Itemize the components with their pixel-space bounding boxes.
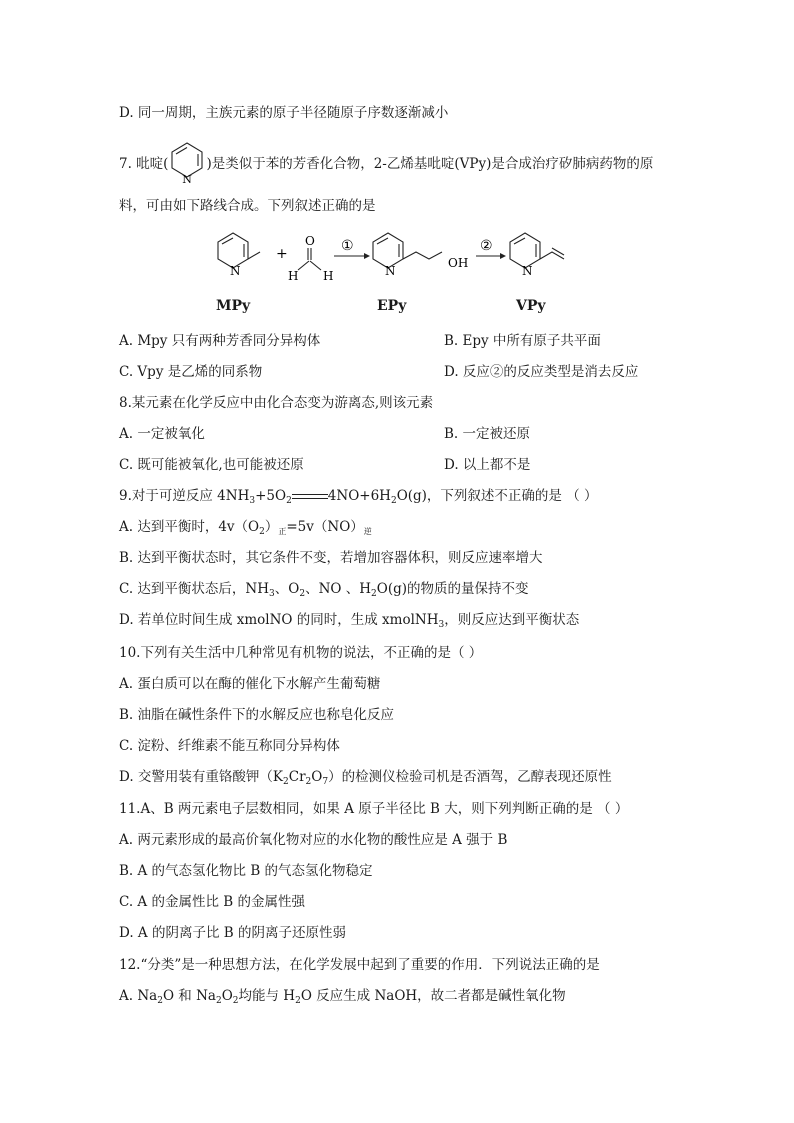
q11-option-c: C. A 的金属性比 B 的金属性强: [119, 894, 305, 910]
equilibrium-sign: [292, 492, 328, 502]
mpy-n-label: N: [230, 264, 241, 278]
step2-label: ②: [480, 238, 493, 254]
q11-option-a: A. 两元素形成的最高价氧化物对应的水化物的酸性应是 A 强于 B: [119, 832, 508, 848]
q6-option-d: D. 同一周期，主族元素的原子半径随原子序数逐渐减小: [119, 105, 449, 121]
epy-oh-label: OH: [448, 256, 469, 270]
q9-option-d: D. 若单位时间生成 xmolNO 的同时，生成 xmolNH$_3$，则反应达到平衡状态: [119, 612, 580, 630]
q8-option-d: D. 以上都不是: [444, 457, 531, 473]
arrow-step1-head: [364, 253, 370, 259]
step1-label: ①: [341, 238, 354, 254]
q11-option-b: B. A 的气态氢化物比 B 的气态氢化物稳定: [119, 863, 373, 879]
vpy-n-label: N: [522, 264, 533, 278]
q10-option-a: A. 蛋白质可以在酶的催化下水解产生葡萄糖: [119, 676, 381, 692]
reaction-scheme: [200, 228, 600, 298]
q8-stem: 8.某元素在化学反应中由化合态变为游离态,则该元素: [119, 395, 434, 411]
q7-option-a: A. Mpy 只有两种芳香同分异构体: [119, 333, 321, 349]
vpy-structure: [510, 233, 564, 268]
q10-option-c: C. 淀粉、纤维素不能互称同分异构体: [119, 738, 340, 754]
q7-option-b: B. Epy 中所有原子共平面: [444, 333, 601, 349]
q9-option-a: A. 达到平衡时，$4v(O_2)_正=5v(NO)_逆$: [119, 519, 372, 537]
q7-stem-line2: 料，可由如下路线合成。下列叙述正确的是: [119, 198, 376, 214]
q11-option-d: D. A 的阴离子比 B 的阴离子还原性弱: [119, 925, 346, 941]
epy-n-label: N: [385, 264, 396, 278]
q8-option-c: C. 既可能被氧化,也可能被还原: [119, 457, 304, 473]
formaldehyde-h-left: H: [288, 269, 299, 283]
epy-structure: [373, 233, 442, 268]
arrow-step2-head: [500, 253, 506, 259]
formaldehyde-o-label: O: [305, 234, 315, 248]
pyridine-icon: [168, 140, 206, 189]
q9-option-b: B. 达到平衡状态时，其它条件不变，若增加容器体积，则反应速率增大: [119, 550, 543, 566]
q8-option-b: B. 一定被还原: [444, 426, 531, 442]
q10-option-b: B. 油脂在碱性条件下的水解反应也称皂化反应: [119, 707, 395, 723]
q7-option-c: C. Vpy 是乙烯的同系物: [119, 364, 263, 380]
plus-sign: +: [276, 246, 288, 262]
q12-stem: 12.“分类”是一种思想方法，在化学发展中起到了重要的作用．下列说法正确的是: [119, 957, 600, 973]
q7-stem-line1: 7. 吡啶( N )是类似于苯的芳香化合物，2-乙烯基吡啶(VPy)是合成治疗矽肺病药物的原: [119, 140, 653, 189]
pyridine-n-label: N: [182, 173, 193, 184]
q7-option-d: D. 反应②的反应类型是消去反应: [444, 364, 639, 380]
mpy-structure: [218, 233, 260, 268]
q10-stem: 10.下列有关生活中几种常见有机物的说法，不正确的是（ ）: [119, 645, 483, 661]
formaldehyde-structure: [298, 248, 321, 270]
q11-stem: 11.A、B 两元素电子层数相同，如果 A 原子半径比 B 大，则下列判断正确的是 （ ）: [119, 801, 629, 817]
q10-option-d: D. 交警用装有重铬酸钾$(K_2Cr_2O_7)$的检测仪检验司机是否酒驾，乙醇表现还原性: [119, 769, 612, 787]
epy-name: EPy: [377, 298, 407, 314]
mpy-name: MPy: [216, 298, 251, 314]
formaldehyde-h-right: H: [323, 269, 334, 283]
vpy-name: VPy: [516, 298, 546, 314]
q9-stem: 9.对于可逆反应 $4NH_3+5O_2$ $4NO+6H_2O(g)$，下列叙述不正确的是 （ ）: [119, 488, 598, 506]
q9-option-c: C. 达到平衡状态后，$NH_3$、$O_2$、NO 、$H_2O(g)$的物质的量保持不变: [119, 581, 529, 599]
q12-option-a: A. $Na_2O$ 和 $Na_2O_2$均能与 $H_2O$ 反应生成 NaOH，故二者都是碱性氧化物: [119, 988, 566, 1006]
q8-option-a: A. 一定被氧化: [119, 426, 205, 442]
